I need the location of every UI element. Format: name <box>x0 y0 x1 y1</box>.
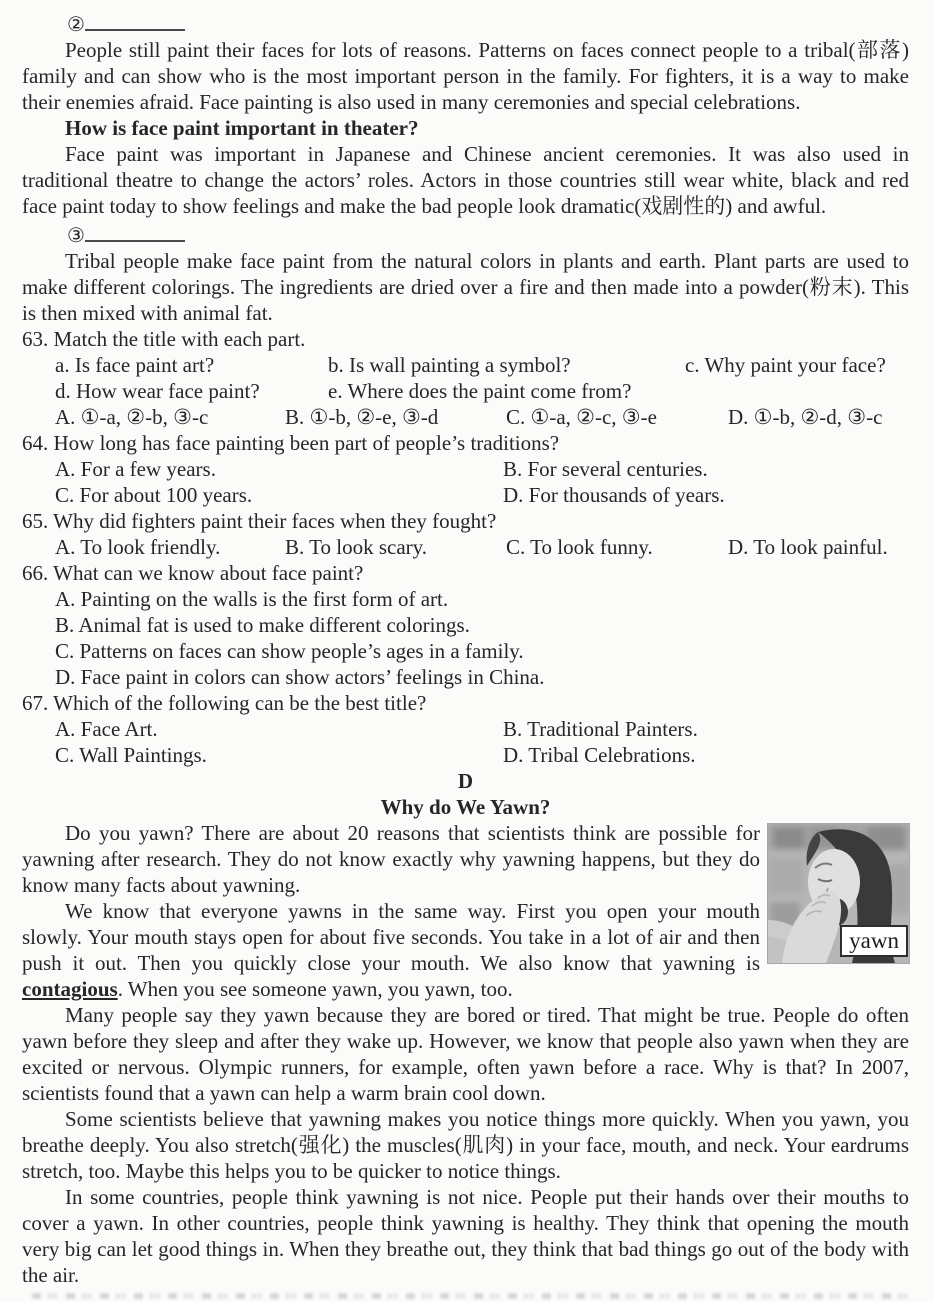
q64-option-b: B. For several centuries. <box>503 457 708 481</box>
yawn-paragraph-2-text: We know that everyone yawns in the same way. First you open your mouth slowly. Your mouth stays open for about five seconds. You take in a lot of air and then push it out. Then you quickly close your mouth. We also know that yawning is <box>22 899 760 975</box>
q63-sub-d: d. How wear face paint? <box>55 379 260 403</box>
question-67-stem: 67. Which of the following can be the best title? <box>22 691 427 715</box>
q67-option-c: C. Wall Paintings. <box>55 743 207 767</box>
q63-sub-b: b. Is wall painting a symbol? <box>328 353 571 377</box>
q63-option-a: A. ①-a, ②-b, ③-c <box>55 405 209 429</box>
q67-option-d: D. Tribal Celebrations. <box>503 743 696 767</box>
q65-option-b: B. To look scary. <box>285 535 428 559</box>
question-67-options-row-1 <box>22 716 909 742</box>
question-64-options-row-2 <box>22 482 909 508</box>
question-64-options-row-1 <box>22 456 909 482</box>
question-63-options <box>22 404 909 430</box>
q65-option-d: D. To look painful. <box>728 535 888 559</box>
section-d-label: D <box>457 769 474 793</box>
question-65-stem: 65. Why did fighters paint their faces when they fought? <box>22 509 497 533</box>
passage-paragraph-tribal: Tribal people make face paint from the natural colors in plants and earth. Plant parts are used to make different colorings. The ingredients are dried over a fire and then made into a powder(粉末). This is then mixed with animal fat. <box>22 249 909 325</box>
yawn-paragraph-4: Some scientists believe that yawning makes you notice things more quickly. When you yawn, you breathe deeply. You also stretch(强化) the muscles(肌肉) in your face, mouth, and neck. Your eardrums stretch, too. Maybe this helps you to be quicker to notice things. <box>22 1107 909 1183</box>
yawning-woman-photo <box>768 824 909 963</box>
question-63-subtitles-row-1 <box>22 352 909 378</box>
blank-underline <box>85 8 185 31</box>
q63-sub-c: c. Why paint your face? <box>685 353 886 377</box>
q63-option-c: C. ①-a, ②-c, ③-e <box>506 405 657 429</box>
q63-option-d: D. ①-b, ②-d, ③-c <box>728 405 883 429</box>
question-65-options <box>22 534 909 560</box>
q65-option-a: A. To look friendly. <box>55 535 221 559</box>
q64-option-a: A. For a few years. <box>55 457 216 481</box>
blank-heading-2 <box>22 8 909 37</box>
photo-caption-yawn: yawn <box>840 925 908 957</box>
passage-paragraph-theater: Face paint was important in Japanese and Chinese ancient ceremonies. It was also used in traditional theatre to change the actors’ roles. Actors in those countries still wear white, black and red face paint today to show feelings and make the bad people look dramatic(戏剧性的) and awful. <box>22 142 909 218</box>
yawn-paragraph-2-tail: . When you see someone yawn, you yawn, too. <box>117 977 513 1001</box>
blank-heading-3 <box>22 219 909 248</box>
question-63-subtitles-row-2 <box>22 378 909 404</box>
circled-2-symbol: ② <box>67 12 85 36</box>
q66-option-d: D. Face paint in colors can show actors’ feelings in China. <box>55 665 545 689</box>
question-67-options-row-2 <box>22 742 909 768</box>
blank-underline <box>85 219 185 242</box>
question-64-stem: 64. How long has face painting been part of people’s traditions? <box>22 431 560 455</box>
circled-3-symbol: ③ <box>67 223 85 247</box>
q66-option-b: B. Animal fat is used to make different colorings. <box>55 613 470 637</box>
q63-option-b: B. ①-b, ②-e, ③-d <box>285 405 439 429</box>
cut-off-next-line-artifact <box>32 1293 912 1299</box>
q67-option-a: A. Face Art. <box>55 717 158 741</box>
contagious-keyword: contagious <box>22 977 118 1001</box>
theater-subheading: How is face paint important in theater? <box>65 116 419 140</box>
passage-paragraph-reasons: People still paint their faces for lots of reasons. Patterns on faces connect people to a tribal(部落) family and can show who is the most important person in the family. For fighters, it is a way to make their enemies afraid. Face painting is also used in many ceremonies and special celebrations. <box>22 38 909 114</box>
yawn-paragraph-5: In some countries, people think yawning is not nice. People put their hands over their mouths to cover a yawn. In other countries, people think yawning is healthy. They think that opening the mouth very big can let good things in. When they breathe out, they think that bad things go out of the body with the air. <box>22 1185 909 1287</box>
q67-option-b: B. Traditional Painters. <box>503 717 698 741</box>
question-66-stem: 66. What can we know about face paint? <box>22 561 364 585</box>
q65-option-c: C. To look funny. <box>506 535 653 559</box>
q64-option-c: C. For about 100 years. <box>55 483 253 507</box>
question-63-stem: 63. Match the title with each part. <box>22 327 306 351</box>
q63-sub-a: a. Is face paint art? <box>55 353 215 377</box>
yawn-paragraph-1: Do you yawn? There are about 20 reasons that scientists think are possible for yawning after research. They do not know exactly why yawning happens, but they do know many facts about yawning. <box>22 821 760 897</box>
section-d-body <box>22 820 909 1288</box>
q63-sub-e: e. Where does the paint come from? <box>328 379 632 403</box>
q64-option-d: D. For thousands of years. <box>503 483 725 507</box>
q66-option-a: A. Painting on the walls is the first form of art. <box>55 587 449 611</box>
section-d-title: Why do We Yawn? <box>380 795 551 819</box>
q66-option-c: C. Patterns on faces can show people’s ages in a family. <box>55 639 524 663</box>
yawn-paragraph-3: Many people say they yawn because they are bored or tired. That might be true. People do often yawn before they sleep and after they wake up. However, we know that people also yawn when they are excited or nervous. Olympic runners, for example, often yawn before a race. Why is that? In 2007, scientists found that a yawn can help a warm brain cool down. <box>22 1003 909 1105</box>
